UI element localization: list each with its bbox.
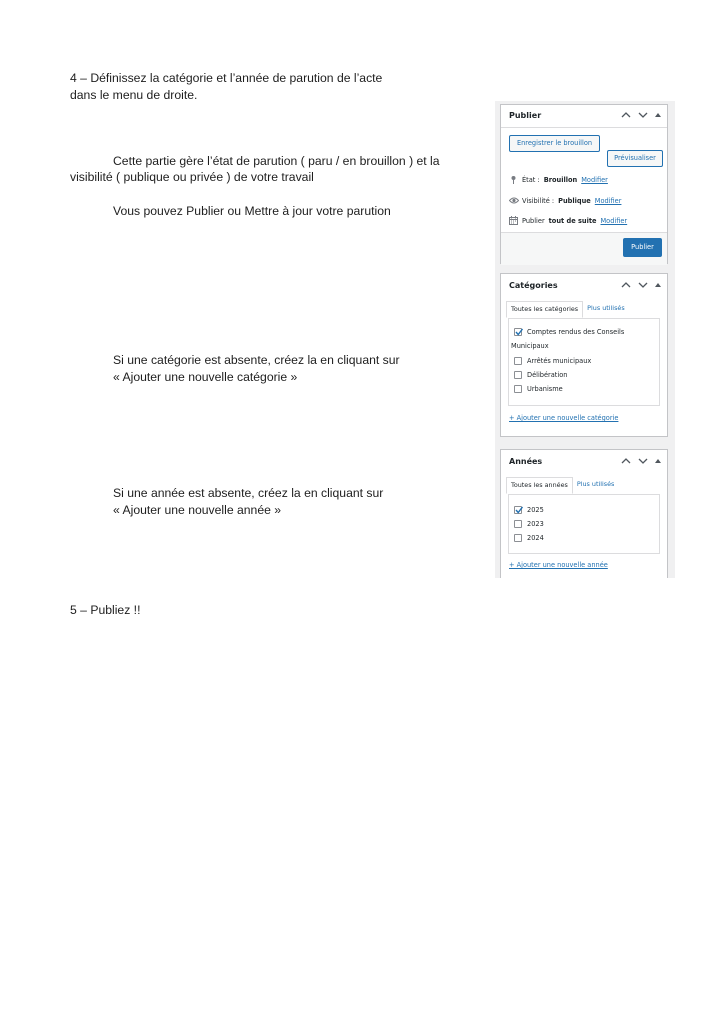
publish-para-line3: Vous pouvez Publier ou Mettre à jour votre parution [113,204,391,218]
publish-box-header [501,105,667,128]
category-label: Délibération [527,371,568,379]
visibility-row [509,196,621,205]
year-para-line1: Si une année est absente, créez la en cliquant sur [113,486,384,500]
checkbox-checked[interactable] [514,506,522,514]
categories-box [500,273,668,437]
publish-box-title: Publier [509,111,542,120]
toggle-triangle-icon[interactable] [655,279,661,291]
tab-all-categories[interactable]: Toutes les catégories [506,301,583,318]
checkbox[interactable] [514,357,522,365]
years-tabs [506,477,618,494]
wp-sidebar-screenshot [495,101,675,578]
status-value: Brouillon [543,175,578,184]
visibility-label: Visibilité : [522,196,555,205]
visibility-edit-link[interactable]: Modifier [594,196,622,205]
chevron-down-icon[interactable] [638,279,648,291]
years-list [508,494,660,554]
categories-box-title: Catégories [509,281,558,290]
preview-button[interactable]: Prévisualiser [607,150,663,167]
years-box-header [501,450,667,472]
status-row [509,175,608,184]
eye-icon [509,196,518,205]
category-para-line2: « Ajouter une nouvelle catégorie » [113,370,298,384]
category-item[interactable] [514,385,563,393]
category-item[interactable] [514,371,567,379]
publish-para-line1: Cette partie gère l’état de parution ( paru / en brouillon ) et la [113,154,440,168]
save-draft-button[interactable]: Enregistrer le brouillon [509,135,600,152]
publish-button[interactable]: Publier [623,238,662,257]
publish-para-line2: visibilité ( publique ou privée ) de votre travail [70,170,314,184]
status-edit-link[interactable]: Modifier [581,175,608,184]
chevron-up-icon[interactable] [621,109,631,121]
toggle-triangle-icon[interactable] [655,109,661,121]
year-para-line2: « Ajouter une nouvelle année » [113,503,282,517]
category-label-continued: Municipaux [511,342,549,350]
visibility-value: Publique [558,196,591,205]
chevron-down-icon[interactable] [638,455,648,467]
step4-line1: 4 – Définissez la catégorie et l’année de parution de l’acte [70,71,383,85]
toggle-triangle-icon[interactable] [655,455,661,467]
schedule-value: tout de suite [548,216,597,225]
checkbox[interactable] [514,534,522,542]
years-box-title: Années [509,457,543,466]
add-category-link[interactable]: + Ajouter une nouvelle catégorie [509,414,619,422]
schedule-edit-link[interactable]: Modifier [600,216,628,225]
categories-list [508,318,660,406]
status-label: État : [522,175,540,184]
year-item[interactable] [514,506,544,514]
checkbox[interactable] [514,520,522,528]
publish-box [500,104,668,264]
chevron-down-icon[interactable] [638,109,648,121]
category-item[interactable] [514,328,624,336]
schedule-row [509,216,627,225]
year-item[interactable] [514,534,544,542]
chevron-up-icon[interactable] [621,279,631,291]
category-label: Urbanisme [527,385,563,393]
schedule-label: Publier [522,216,545,225]
chevron-up-icon[interactable] [621,455,631,467]
years-box [500,449,668,578]
year-item[interactable] [514,520,544,528]
category-label: Arrêtés municipaux [527,357,592,365]
calendar-icon [509,216,518,225]
tab-popular-years[interactable]: Plus utilisés [576,480,615,488]
checkbox-checked[interactable] [514,328,522,336]
year-label: 2024 [527,534,544,542]
year-label: 2025 [527,506,544,514]
step4-line2: dans le menu de droite. [70,88,198,102]
add-year-link[interactable]: + Ajouter une nouvelle année [509,561,608,569]
tab-popular-categories[interactable]: Plus utilisés [587,304,625,312]
pin-icon [509,175,518,184]
step5-heading: 5 – Publiez !! [70,603,141,617]
category-para-line1: Si une catégorie est absente, créez la en cliquant sur [113,353,400,367]
categories-tabs [506,301,629,318]
category-item[interactable] [514,357,591,365]
checkbox[interactable] [514,385,522,393]
categories-box-header [501,274,667,296]
year-label: 2023 [527,520,544,528]
tab-all-years[interactable]: Toutes les années [506,477,573,494]
category-label: Comptes rendus des Conseils [527,328,625,336]
checkbox[interactable] [514,371,522,379]
